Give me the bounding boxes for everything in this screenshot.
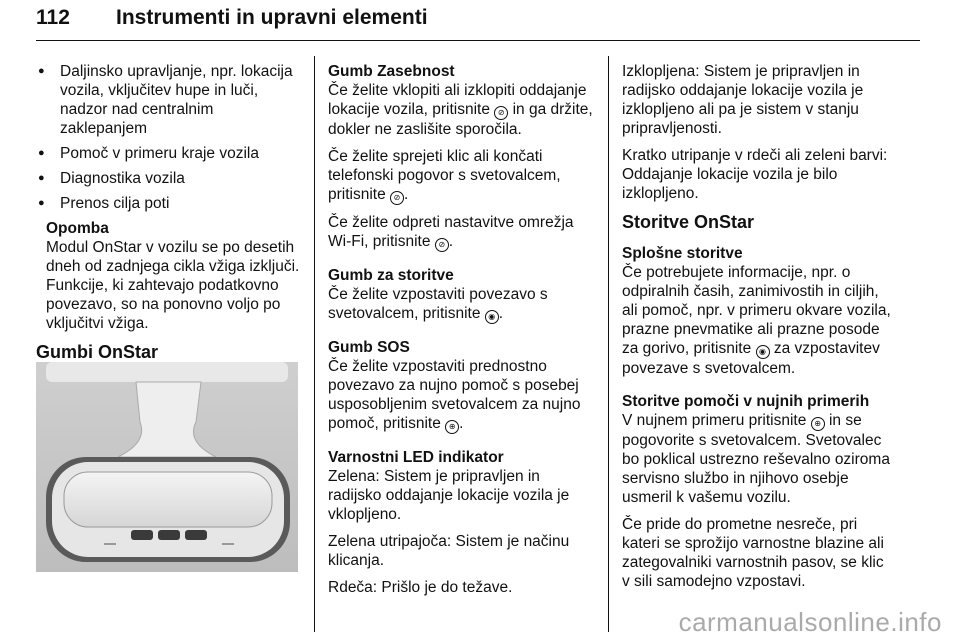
crash-text: Če pride do prometne nesreče, pri kateri se sprožijo varnostne blazine ali zategovalniki varnostnih pasov, se klic v sili samodejno vzpostavi. [622, 516, 884, 590]
led-off-text: Izklopljena: Sistem je pripravljen in radijsko oddajanje lokacije vozila je izklopljeno ali pa je sistem v stanju pripravljenosti. [622, 63, 864, 137]
general-text-cont: za vzpostavitev povezave s svetovalcem. [622, 340, 880, 377]
service-button-heading: Gumb za storitve [328, 267, 454, 284]
emergency-services-heading: Storitve pomoči v nujnih primerih [622, 393, 870, 410]
list-item: ● Diagnostika vozila [36, 169, 301, 188]
led-red-text: Rdeča: Prišlo je do težave. [328, 579, 513, 596]
led-heading: Varnostni LED indikator [328, 449, 504, 466]
list-item: ● Pomoč v primeru kraje vozila [36, 144, 301, 163]
wifi-text: Če želite odpreti nastavitve omrežja Wi-Fi, pritisnite [328, 214, 574, 250]
header-rule [36, 40, 920, 41]
privacy-button-icon: ⊘ [390, 191, 404, 205]
call-text: Če želite sprejeti klic ali končati telefonski pogovor s svetovalcem, pritisnite [328, 148, 561, 203]
service-text: Če želite vzpostaviti povezavo s svetovalcem, pritisnite [328, 286, 548, 322]
general-services-heading: Splošne storitve [622, 245, 743, 262]
led-flash-text: Kratko utripanje v rdeči ali zeleni barvi: Oddajanje lokacije vozila je bilo izklopljeno. [622, 147, 888, 202]
privacy-button-heading: Gumb Zasebnost [328, 63, 455, 80]
privacy-text-cont: in ga držite, dokler ne zaslišite sporočila. [328, 101, 593, 138]
mirror-onstar-illustration [36, 362, 298, 572]
section-heading: Storitve OnStar [622, 212, 755, 232]
feature-list [36, 62, 301, 213]
privacy-button-icon: ⊘ [494, 106, 508, 120]
emergency-text: V nujnem primeru pritisnite [622, 412, 807, 429]
sos-button-icon: ⊕ [445, 420, 459, 434]
list-item: ● Prenos cilja poti [36, 194, 301, 213]
sos-button-icon: ⊕ [811, 417, 825, 431]
note-box [46, 219, 301, 333]
general-text: Če potrebujete informacije, npr. o odpiralnih časih, zanimivostih in ciljih, ali pomoč, npr. v primeru okvare vozila, prazne pnevmatike ali prazne posode za gorivo, pritisnite [622, 264, 891, 357]
watermark: carmanualsonline.info [678, 607, 942, 637]
service-button-icon: ◉ [485, 310, 499, 324]
led-green-text: Zelena: Sistem je pripravljen in radijsko oddajanje lokacije vozila je vklopljeno. [328, 468, 570, 523]
column-3 [622, 62, 894, 599]
led-blinking-text: Zelena utripajoča: Sistem je načinu klicanja. [328, 533, 570, 569]
emergency-text-cont: in se pogovorite s svetovalcem. Svetovalec bo poklical ustrezno reševalno oziroma servisno službo in njihovo osebje usmeril k vašemu vozilu. [622, 412, 890, 506]
privacy-text: Če želite vklopiti ali izklopiti oddajanje lokacije vozila, pritisnite [328, 82, 587, 118]
column-divider [314, 56, 315, 632]
column-1 [36, 62, 301, 374]
note-heading: Opomba [46, 220, 109, 237]
list-item: ● Daljinsko upravljanje, npr. lokacija vozila, vključitev hupe in luči, nadzor nad centralnim zaklepanjem [36, 62, 301, 138]
privacy-button-icon: ⊘ [435, 238, 449, 252]
page-number: 112 [36, 6, 70, 29]
column-divider [608, 56, 609, 632]
service-button-icon: ◉ [756, 345, 770, 359]
column-2: Gumb Zasebnost Če želite vklopiti ali izklopiti oddajanje lokacije vozila, pritisnite ⊘ in ga držite, dokler ne zaslišite sporočila. Če želite sprejeti klic ali končati telefonski pogovor s svetovalcem, pritisnite ⊘ . Če želite odpreti nastavitve omrežja Wi-Fi, pritisnite ⊘ . Gumb za storitve Če želite vzpostaviti povezavo s svetovalcem, pritisnite ◉ . Gumb SOS Če želite vzpostaviti prednostno povezavo za nujno pomoč s posebej usposobljenim svetovalcem za nujno pomoč, pritisnite ⊕ . Varnostni LED indikator Zelena: Sistem je pripravljen in radijsko oddajanje lokacije vozila je vklopljeno. Zelena utripajoča: Sistem je načinu klicanja. Rdeča: Prišlo je do težave. [328, 62, 596, 605]
sos-text: Če želite vzpostaviti prednostno povezavo za nujno pomoč s posebej usposobljenim svetovalcem za nujno pomoč, pritisnite [328, 358, 581, 432]
page-header [36, 2, 924, 42]
note-text: Modul OnStar v vozilu se po desetih dneh od zadnjega cikla vžiga izključi. Funkcije, ki zahtevajo podatkovno povezavo, so na ponovno voljo po vključitvi vžiga. [46, 239, 300, 332]
running-title: Instrumenti in upravni elementi [116, 6, 428, 29]
section-heading: Gumbi OnStar [36, 342, 159, 362]
sos-button-heading: Gumb SOS [328, 339, 410, 356]
